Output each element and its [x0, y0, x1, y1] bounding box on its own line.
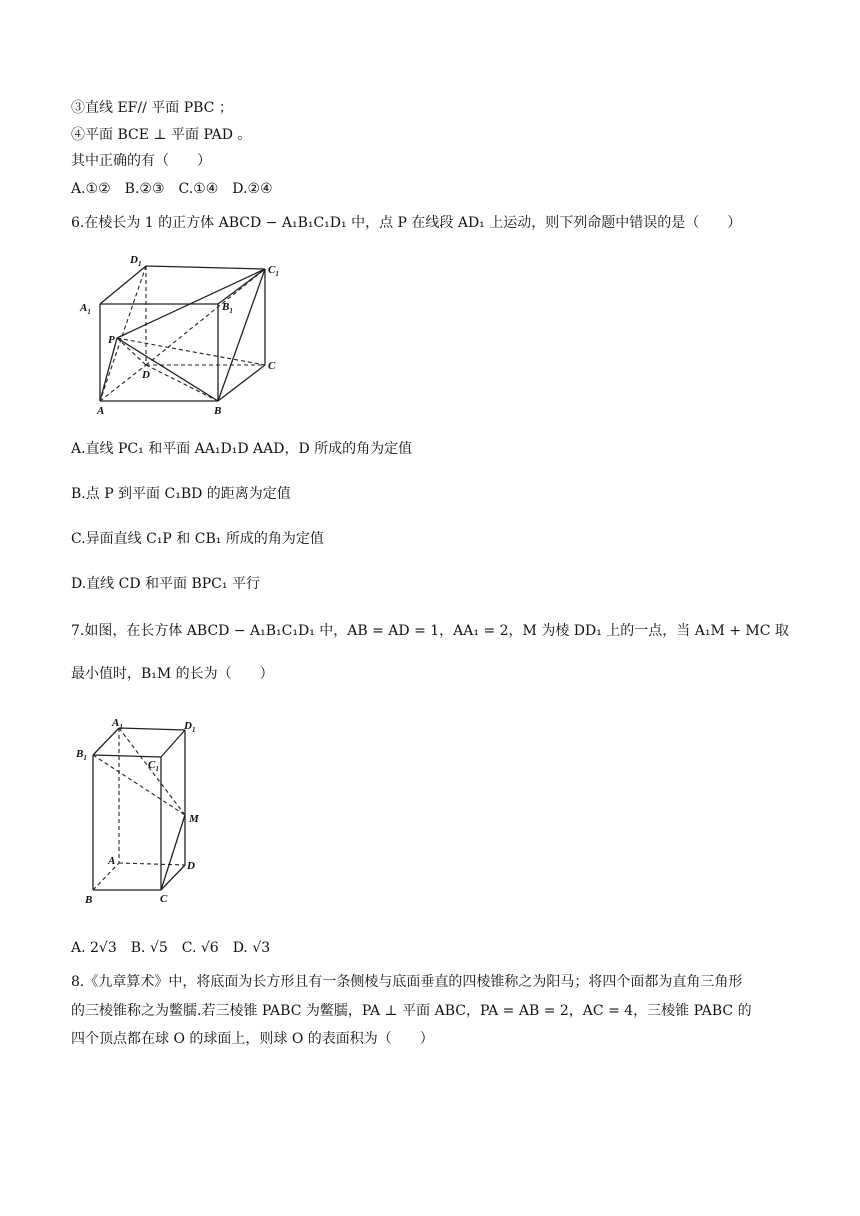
- label-C: C: [160, 893, 168, 905]
- prism-figure: [72, 712, 212, 906]
- q6-option-c: C.异面直线 C₁P 和 CB₁ 所成的角为定值: [71, 531, 324, 547]
- q7-options: A. 2√3 B. √5 C. √6 D. √3: [71, 940, 271, 956]
- q7-stem-2: 最小值时，B₁M 的长为（ ）: [71, 666, 274, 682]
- label-D: D: [187, 860, 195, 872]
- label-D1: $D_1$: [130, 254, 142, 268]
- label-B: B: [85, 894, 93, 906]
- line-4: ④平面 BCE ⊥ 平面 PAD 。: [71, 127, 252, 143]
- label-D1: $D_1$: [184, 720, 196, 734]
- q7-stem-1: 7.如图，在长方体 ABCD − A₁B₁C₁D₁ 中，AB = AD = 1，AA₁ = 2，M 为棱 DD₁ 上的一点，当 A₁M + MC 取: [71, 623, 789, 639]
- cube-figure: [70, 248, 290, 420]
- label-A: A: [97, 405, 105, 417]
- label-B1: $B_1$: [76, 748, 87, 762]
- line-conclusion: 其中正确的有（ ）: [71, 153, 211, 169]
- label-B: B: [214, 405, 222, 417]
- q8-stem-3: 四个顶点都在球 O 的球面上，则球 O 的表面积为（ ）: [71, 1031, 434, 1047]
- label-A1: $A_1$: [80, 302, 91, 316]
- label-C1: $C_1$: [148, 759, 159, 773]
- q5-options: A.①② B.②③ C.①④ D.②④: [71, 181, 273, 197]
- label-M: M: [189, 813, 199, 825]
- label-A1: $A_1$: [112, 717, 123, 731]
- label-C: C: [268, 360, 276, 372]
- q6-stem: 6.在棱长为 1 的正方体 ABCD − A₁B₁C₁D₁ 中，点 P 在线段 AD₁ 上运动，则下列命题中错误的是（ ）: [71, 215, 742, 231]
- q8-stem-1: 8.《九章算术》中，将底面为长方形且有一条侧棱与底面垂直的四棱锥称之为阳马；将四个面都为直角三角形: [71, 974, 743, 990]
- q6-option-d: D.直线 CD 和平面 BPC₁ 平行: [71, 576, 260, 592]
- label-C1: $C_1$: [268, 264, 279, 278]
- q6-option-a: A.直线 PC₁ 和平面 AA₁D₁D AAD，D 所成的角为定值: [71, 441, 413, 457]
- label-A: A: [108, 855, 116, 867]
- q6-option-b: B.点 P 到平面 C₁BD 的距离为定值: [71, 486, 291, 502]
- label-B1: $B_1$: [222, 301, 233, 315]
- label-D: D: [142, 369, 150, 381]
- label-P: P: [108, 334, 115, 346]
- q8-stem-2: 的三棱锥称之为鳖臑.若三棱锥 PABC 为鳖臑，PA ⊥ 平面 ABC，PA = AB = 2，AC = 4，三棱锥 PABC 的: [71, 1003, 752, 1019]
- line-3: ③直线 EF// 平面 PBC ；: [71, 100, 233, 116]
